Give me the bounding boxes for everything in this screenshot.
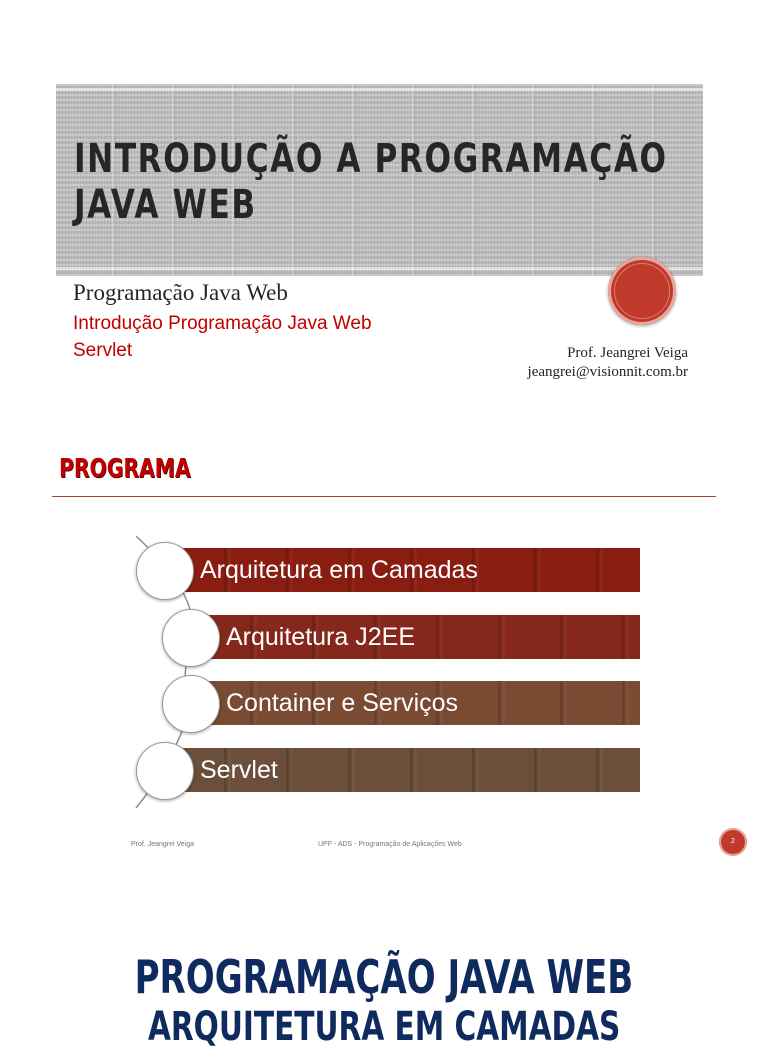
page-number-badge: 2 xyxy=(719,828,747,856)
list-item-label: Container e Serviços xyxy=(226,689,459,717)
topic-line-2: Servlet xyxy=(73,340,133,361)
list-bullet-circle xyxy=(136,742,194,800)
program-title: PROGRAMA xyxy=(59,454,191,484)
topic-line-1: Introdução Programação Java Web xyxy=(73,313,372,334)
list-item-label: Servlet xyxy=(200,756,278,784)
list-item-label: Arquitetura em Camadas xyxy=(200,556,478,584)
slide-subtitle: Programação Java Web xyxy=(73,280,288,305)
list-item xyxy=(164,748,640,792)
list-item xyxy=(190,681,640,725)
section-subtitle-text: ARQUITETURA EM CAMADAS xyxy=(147,1004,621,1050)
list-bullet-circle xyxy=(136,542,194,600)
list-item xyxy=(164,548,640,592)
section-title-text: PROGRAMAÇÃO JAVA WEB xyxy=(134,950,634,1004)
section-subtitle xyxy=(0,1004,768,1050)
footer-course: UPF - ADS - Programação de Aplicações Web xyxy=(318,841,462,848)
footer-author: Prof. Jeangrei Veiga xyxy=(131,841,195,848)
list-bullet-circle xyxy=(162,675,220,733)
author-name: Prof. Jeangrei Veiga xyxy=(567,345,688,361)
list-bullet-circle xyxy=(162,609,220,667)
author-email: jeangrei@visionnit.com.br xyxy=(527,364,688,380)
list-item xyxy=(190,615,640,659)
deck-title: INTRODUÇÃO A PROGRAMAÇÃO JAVA WEB xyxy=(74,136,668,228)
list-item-label: Arquitetura J2EE xyxy=(226,623,415,651)
section-title xyxy=(0,950,768,1004)
